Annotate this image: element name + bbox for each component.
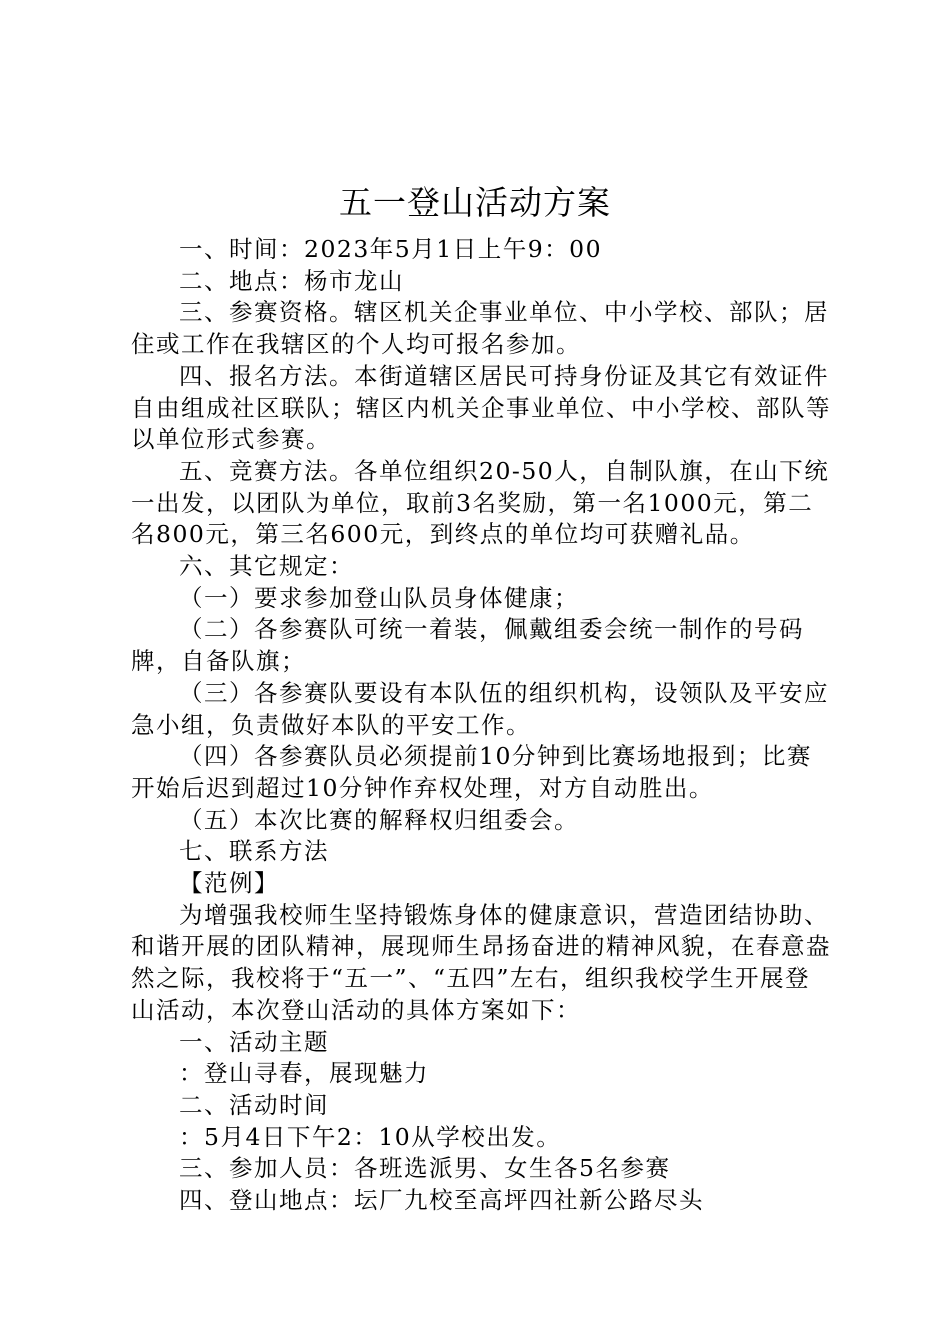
paragraph-eligibility: 三、参赛资格。辖区机关企事业单位、中小学校、部队；居住或工作在我辖区的个人均可报名参加。: [131, 298, 829, 359]
paragraph-example-heading: 【范例】: [179, 869, 279, 898]
document-body: [131, 234, 831, 1217]
paragraph-time: 一、时间：2023年5月1日上午9：00: [179, 235, 603, 263]
paragraph-theme: ：登山寻春，展现魅力: [179, 1059, 429, 1088]
paragraph-rule-4: （四）各参赛队员必须提前10分钟到比赛场地报到；比赛开始后迟到超过10分钟作弃权处理，对方自动胜出。: [131, 742, 812, 802]
paragraph-rule-5: （五）本次比赛的解释权归组委会。: [179, 805, 579, 834]
paragraph-example-intro: 为增强我校师生坚持锻炼身体的健康意识，营造团结协助、和谐开展的团队精神，展现师生昂扬奋进的精神风貌，在春意盎然之际，我校将于“五一”、“五四”左右，组织我校学生开展登山活动，本次登山活动的具体方案如下：: [131, 900, 831, 1024]
document-title: 五一登山活动方案: [339, 183, 611, 222]
paragraph-theme-heading: 一、活动主题: [179, 1027, 329, 1056]
paragraph-activity-time-heading: 二、活动时间: [179, 1090, 329, 1119]
paragraph-rule-3: （三）各参赛队要设有本队伍的组织机构，设领队及平安应急小组，负责做好本队的平安工作。: [131, 678, 829, 739]
paragraph-contact: 七、联系方法: [179, 837, 329, 866]
paragraph-other-rules: 六、其它规定：: [179, 552, 354, 581]
paragraph-activity-time: ：5月4日下午2：10从学校出发。: [179, 1122, 562, 1151]
paragraph-climb-location: 四、登山地点：坛厂九校至高坪四社新公路尽头: [179, 1186, 704, 1215]
paragraph-rule-2: （二）各参赛队可统一着装，佩戴组委会统一制作的号码牌，自备队旗；: [131, 615, 804, 676]
paragraph-rule-1: （一）要求参加登山队员身体健康；: [179, 583, 579, 612]
paragraph-participants: 三、参加人员：各班选派男、女生各5名参赛: [179, 1154, 671, 1183]
paragraph-location: 二、地点：杨市龙山: [179, 266, 404, 295]
paragraph-registration: 四、报名方法。本街道辖区居民可持身份证及其它有效证件自由组成社区联队；辖区内机关企事业单位、中小学校、部队等以单位形式参赛。: [131, 361, 831, 454]
paragraph-competition-method: 五、竞赛方法。各单位组织20-50人，自制队旗，在山下统一出发，以团队为单位，取前3名奖励，第一名1000元，第二名800元，第三名600元，到终点的单位均可获赠礼品。: [131, 456, 830, 549]
